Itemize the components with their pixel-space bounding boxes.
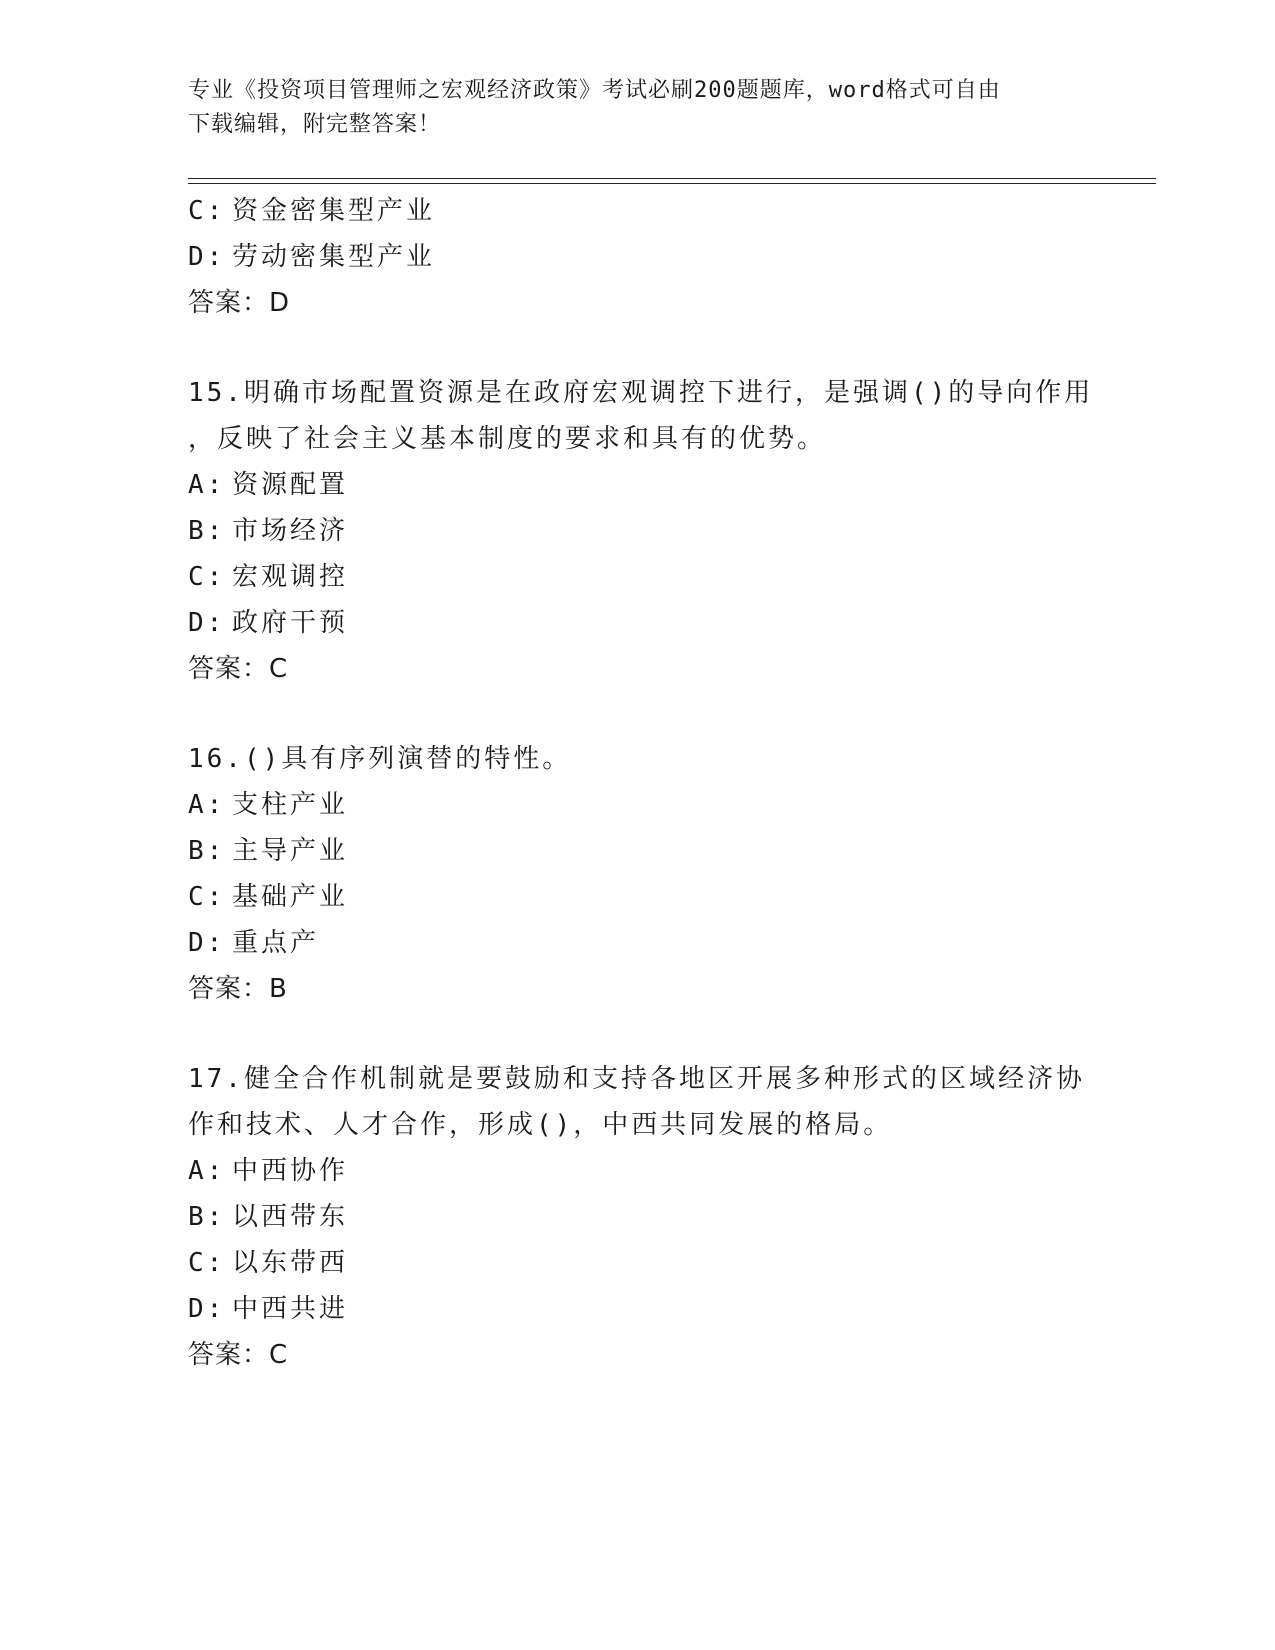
question-stem: 15.明确市场配置资源是在政府宏观调控下进行，是强调()的导向作用 (188, 378, 1094, 408)
option-c (188, 874, 1088, 920)
option-c (188, 554, 1088, 600)
question-stem: 作和技术、人才合作，形成()，中西共同发展的格局。 (188, 1110, 893, 1140)
header-line-2: 下载编辑，附完整答案！ (188, 112, 442, 137)
question-16 (188, 736, 1088, 1012)
option-key: A: (188, 790, 226, 820)
question-15 (188, 370, 1094, 692)
option-text: 基础产业 (232, 882, 349, 912)
option-text: 支柱产业 (232, 790, 349, 820)
option-text: 宏观调控 (232, 562, 349, 592)
option-text: 市场经济 (232, 516, 349, 546)
header-divider-top (188, 178, 1156, 179)
option-a (188, 462, 1088, 508)
question-17 (188, 1056, 1088, 1378)
spacer (188, 1012, 1088, 1056)
prev-question-block (188, 188, 1088, 326)
option-key: D: (188, 608, 226, 638)
option-key: A: (188, 1156, 226, 1186)
option-text: 政府干预 (232, 608, 349, 638)
option-text: 中西协作 (232, 1156, 349, 1186)
option-text: 以东带西 (232, 1248, 349, 1278)
option-key: D: (188, 928, 226, 958)
header-line-1: 专业《投资项目管理师之宏观经济政策》考试必刷200题题库，word格式可自由 (188, 78, 1001, 103)
document-header (188, 74, 1088, 142)
option-text: 主导产业 (232, 836, 349, 866)
answer-label: 答案：C (188, 654, 289, 684)
option-b (188, 508, 1088, 554)
question-list (188, 188, 1094, 1378)
question-stem: 16.()具有序列演替的特性。 (188, 744, 572, 774)
answer-label: 答案：C (188, 1340, 289, 1370)
option-d (188, 920, 1088, 966)
option-key: C: (188, 1248, 226, 1278)
option-key: D: (188, 242, 226, 272)
question-stem: ，反映了社会主义基本制度的要求和具有的优势。 (188, 424, 827, 454)
option-text: 中西共进 (232, 1294, 349, 1324)
option-b (188, 828, 1088, 874)
option-key: C: (188, 196, 226, 226)
option-text: 资金密集型产业 (232, 196, 436, 226)
option-text: 重点产 (232, 928, 320, 958)
option-a (188, 1148, 1088, 1194)
option-key: C: (188, 562, 226, 592)
option-key: D: (188, 1294, 226, 1324)
option-key: B: (188, 1202, 226, 1232)
option-c (188, 1240, 1088, 1286)
option-text: 资源配置 (232, 470, 349, 500)
spacer (188, 326, 1088, 370)
option-key: A: (188, 470, 226, 500)
option-d (188, 234, 1088, 280)
option-d (188, 600, 1088, 646)
option-c (188, 188, 1088, 234)
option-b (188, 1194, 1088, 1240)
spacer (188, 692, 1088, 736)
answer-label: 答案：D (188, 288, 291, 318)
option-key: B: (188, 516, 226, 546)
option-a (188, 782, 1088, 828)
header-divider-bottom (188, 183, 1156, 184)
option-key: B: (188, 836, 226, 866)
answer-label: 答案：B (188, 974, 288, 1004)
option-d (188, 1286, 1088, 1332)
option-text: 以西带东 (232, 1202, 349, 1232)
question-stem: 17.健全合作机制就是要鼓励和支持各地区开展多种形式的区域经济协 (188, 1064, 1085, 1094)
option-key: C: (188, 882, 226, 912)
option-text: 劳动密集型产业 (232, 242, 436, 272)
